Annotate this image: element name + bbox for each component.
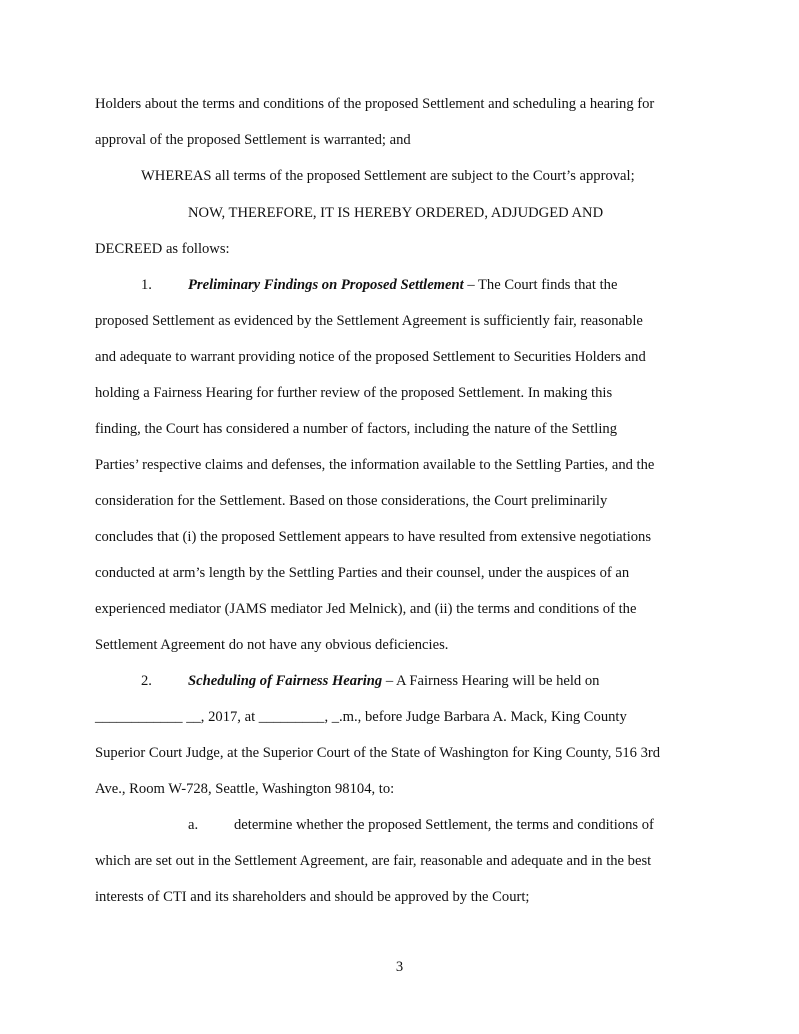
para1-line: proposed Settlement as evidenced by the Settlement Agreement is sufficiently fair, reasonable — [95, 313, 643, 329]
para1-first-line-rest: – The Court finds that the — [463, 277, 618, 293]
para1-line: holding a Fairness Hearing for further review of the proposed Settlement. In making this — [95, 385, 613, 401]
para1-line: Parties’ respective claims and defenses, the information available to the Settling Parties, and the — [95, 457, 655, 473]
para1-line: experienced mediator (JAMS mediator Jed Melnick), and (ii) the terms and conditions of the — [95, 601, 637, 617]
para2-number: 2. — [141, 673, 152, 689]
intro-line-1: Holders about the terms and conditions of the proposed Settlement and scheduling a hearing for — [95, 96, 655, 112]
para1-heading: Preliminary Findings on Proposed Settlement — [188, 277, 464, 293]
para1-number: 1. — [141, 277, 152, 293]
para2-first-line — [188, 672, 599, 690]
para2-line: ____________ __, 2017, at _________, _.m., before Judge Barbara A. Mack, King County — [95, 709, 627, 725]
para1-line: conducted at arm’s length by the Settling Parties and their counsel, under the auspices of an — [95, 565, 630, 581]
para2-line: Superior Court Judge, at the Superior Court of the State of Washington for King County, 516 3rd — [95, 745, 661, 761]
para2-first-line-rest: – A Fairness Hearing will be held on — [382, 673, 600, 689]
whereas-line: WHEREAS all terms of the proposed Settlement are subject to the Court’s approval; — [141, 168, 635, 184]
sub-a-line: which are set out in the Settlement Agreement, are fair, reasonable and adequate and in the best — [95, 853, 652, 869]
page-number: 3 — [395, 959, 404, 975]
sub-a-line: interests of CTI and its shareholders and should be approved by the Court; — [95, 889, 530, 905]
now-therefore-line-1: NOW, THEREFORE, IT IS HEREBY ORDERED, ADJUDGED AND — [188, 205, 604, 221]
para1-line: Settlement Agreement do not have any obvious deficiencies. — [95, 637, 449, 653]
para1-line: consideration for the Settlement. Based on those considerations, the Court preliminarily — [95, 493, 608, 509]
sub-a-first-line: determine whether the proposed Settlement, the terms and conditions of — [234, 817, 654, 833]
para1-line: finding, the Court has considered a number of factors, including the nature of the Settling — [95, 421, 617, 437]
para2-heading: Scheduling of Fairness Hearing — [188, 673, 383, 689]
para1-line: and adequate to warrant providing notice of the proposed Settlement to Securities Holders and — [95, 349, 646, 365]
intro-line-2: approval of the proposed Settlement is warranted; and — [95, 132, 411, 148]
now-therefore-line-2: DECREED as follows: — [95, 241, 230, 257]
para1-line: concludes that (i) the proposed Settlement appears to have resulted from extensive negotiations — [95, 529, 652, 545]
sub-a-label: a. — [188, 817, 199, 833]
para2-line: Ave., Room W-728, Seattle, Washington 98104, to: — [95, 781, 395, 797]
para1-first-line — [188, 276, 617, 294]
